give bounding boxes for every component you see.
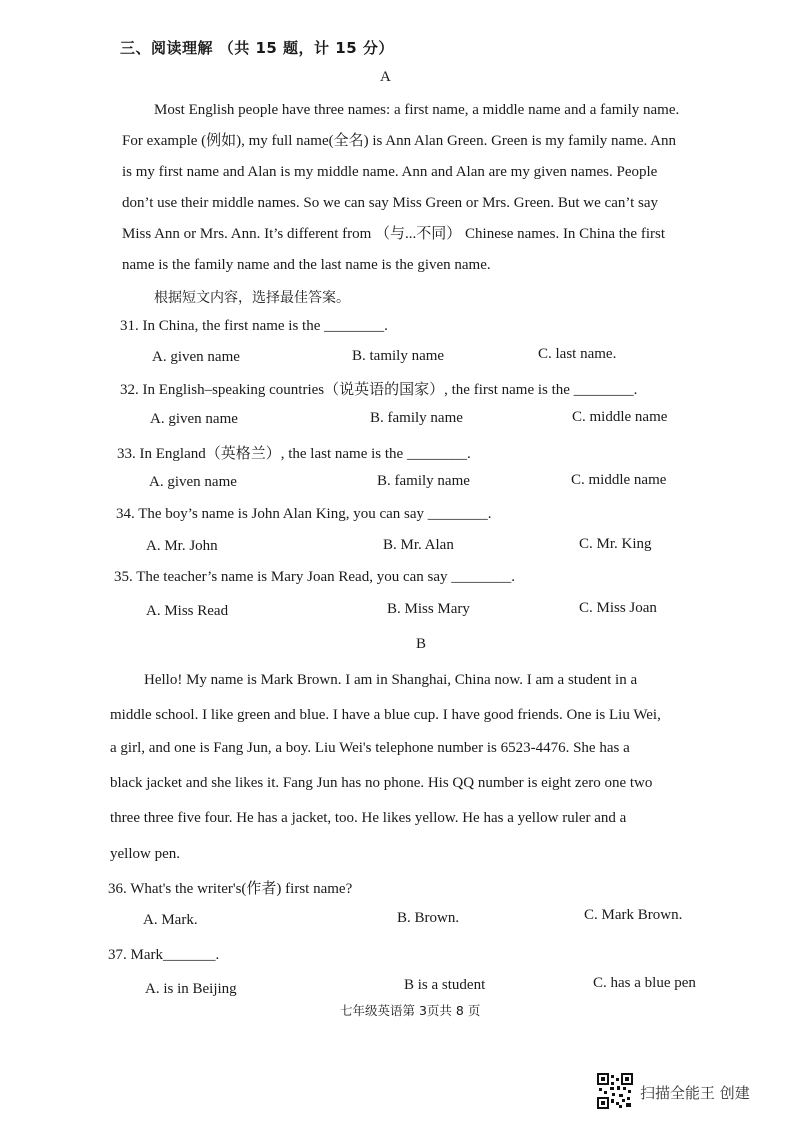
option-36-c[interactable]: C. Mark Brown. [584,907,683,923]
passage-a-line: is my first name and Alan is my middle name. Ann and Alan are my given names. People [122,164,658,180]
passage-b-line: yellow pen. [110,846,180,862]
option-34-a[interactable]: A. Mr. John [146,538,218,554]
option-35-c[interactable]: C. Miss Joan [579,600,657,616]
question-31: 31. In China, the first name is the ________. [120,318,388,334]
passage-b-line: a girl, and one is Fang Jun, a boy. Liu Wei's telephone number is 6523-4476. She has a [110,740,630,756]
question-36: 36. What's the writer's(作者) first name? [108,881,353,897]
option-32-b[interactable]: B. family name [370,410,463,426]
option-35-a[interactable]: A. Miss Read [146,603,229,619]
option-32-a[interactable]: A. given name [150,411,238,427]
option-37-b[interactable]: B is a student [404,977,486,993]
question-33: 33. In England（英格兰）, the last name is the ________. [117,446,471,462]
instruction-text: 根据短文内容，选择最佳答案。 [154,290,350,306]
page-footer: 七年级英语第 3页共 8 页 [340,1003,481,1018]
passage-b-line: Hello! My name is Mark Brown. I am in Shanghai, China now. I am a student in a [144,672,638,688]
option-33-a[interactable]: A. given name [149,474,237,490]
option-31-c[interactable]: C. last name. [538,346,617,362]
option-33-b[interactable]: B. family name [377,473,470,489]
question-34: 34. The boy’s name is John Alan King, you can say ________. [116,506,492,522]
option-32-c[interactable]: C. middle name [572,409,668,425]
watermark-text: 扫描全能王 创建 [640,1084,750,1102]
option-36-b[interactable]: B. Brown. [397,910,460,926]
option-34-c[interactable]: C. Mr. King [579,536,652,552]
passage-b-line: three three five four. He has a jacket, too. He likes yellow. He has a yellow ruler and a [110,810,627,826]
passage-a-line: don’t use their middle names. So we can say Miss Green or Mrs. Green. But we can’t say [122,195,658,211]
passage-a-line: Most English people have three names: a first name, a middle name and a family name. [154,102,680,118]
question-35: 35. The teacher’s name is Mary Joan Read, you can say ________. [114,569,516,585]
option-37-c[interactable]: C. has a blue pen [593,975,696,991]
passage-b-line: middle school. I like green and blue. I have a blue cup. I have good friends. One is Liu Wei, [110,707,661,723]
option-31-a[interactable]: A. given name [152,349,240,365]
qr-code-icon [597,1073,633,1109]
passage-a-line: name is the family name and the last name is the given name. [122,257,491,273]
passage-a-line: Miss Ann or Mrs. Ann. It’s different from （与...不同） Chinese names. In China the first [122,226,666,242]
option-37-a[interactable]: A. is in Beijing [145,981,237,997]
section-title: 三、阅读理解 （共 15 题，计 15 分） [120,39,394,57]
option-33-c[interactable]: C. middle name [571,472,667,488]
option-34-b[interactable]: B. Mr. Alan [383,537,454,553]
option-35-b[interactable]: B. Miss Mary [387,601,470,617]
passage-b-line: black jacket and she likes it. Fang Jun has no phone. His QQ number is eight zero one two [110,775,653,791]
option-31-b[interactable]: B. tamily name [352,348,445,364]
passage-b-label: B [416,636,427,652]
question-32: 32. In English–speaking countries（说英语的国家）, the first name is the ________. [120,382,638,398]
passage-a-label: A [380,69,391,85]
question-37: 37. Mark_______. [108,947,220,963]
option-36-a[interactable]: A. Mark. [143,912,198,928]
passage-a-line: For example (例如), my full name(全名) is Ann Alan Green. Green is my family name. Ann [122,133,677,149]
